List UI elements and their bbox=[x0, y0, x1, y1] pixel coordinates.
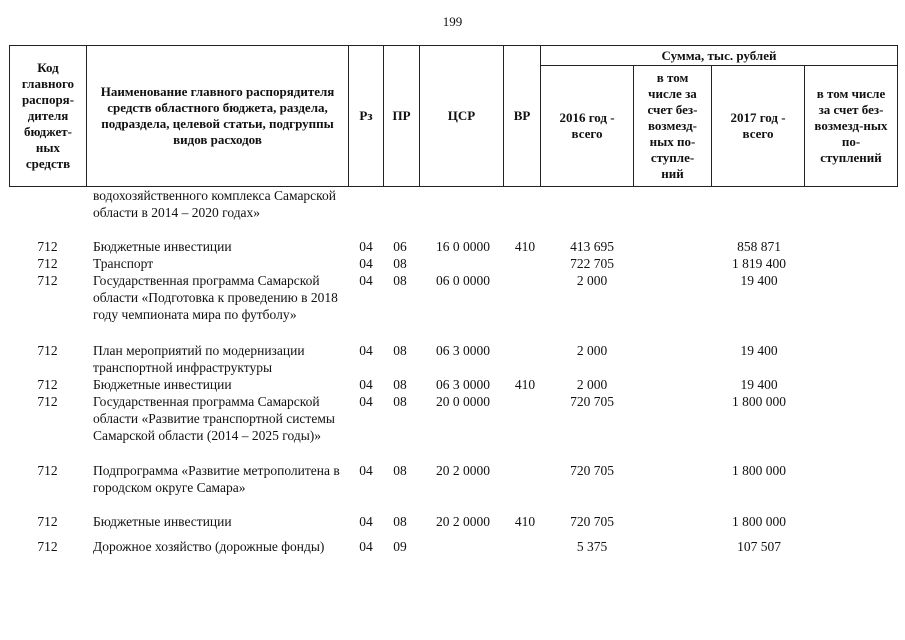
header-2016-total: 2016 год - всего bbox=[541, 66, 634, 187]
row-code: 712 bbox=[37, 273, 58, 288]
row-sum-2016: 5 375 bbox=[576, 539, 608, 554]
row-sum-2016: 413 695 bbox=[570, 239, 614, 254]
row-code: 712 bbox=[37, 514, 58, 529]
header-vr: ВР bbox=[504, 46, 541, 187]
row-sum-2017: 19 400 bbox=[740, 273, 778, 288]
row-code: 712 bbox=[37, 394, 58, 409]
row-sum-2016: 720 705 bbox=[570, 463, 614, 478]
header-name: Наименование главного распорядителя средств областного бюджета, раздела, подраздела, целевой статьи, подгруппы видов расходов bbox=[87, 46, 349, 187]
row-sum-2016: 720 705 bbox=[570, 394, 614, 409]
row-sum-2016: 2 000 bbox=[576, 377, 608, 392]
row-vr: 410 bbox=[514, 239, 536, 254]
row-pr: 08 bbox=[393, 463, 407, 478]
row-code: 712 bbox=[37, 463, 58, 478]
row-sum-2017: 19 400 bbox=[740, 377, 778, 392]
row-sum-2017: 1 800 000 bbox=[732, 394, 786, 409]
table-header bbox=[9, 45, 898, 187]
row-pr: 08 bbox=[393, 514, 407, 529]
row-code: 712 bbox=[37, 239, 58, 254]
row-csr: 16 0 0000 bbox=[436, 239, 490, 254]
row-sum-2017: 107 507 bbox=[737, 539, 781, 554]
row-rz: 04 bbox=[359, 343, 373, 358]
row-vr: 410 bbox=[514, 377, 536, 392]
row-pr: 08 bbox=[393, 343, 407, 358]
row-name: Бюджетные инвестиции bbox=[93, 514, 232, 529]
row-sum-2016: 2 000 bbox=[576, 343, 608, 358]
header-pr: ПР bbox=[384, 46, 420, 187]
row-pr: 08 bbox=[393, 273, 407, 288]
header-2017-free: в том числе за счет без-возмезд-ных по-ступлений bbox=[805, 66, 898, 187]
row-rz: 04 bbox=[359, 394, 373, 409]
row-pr: 06 bbox=[393, 239, 407, 254]
row-csr: 20 2 0000 bbox=[436, 463, 490, 478]
row-name: Государственная программа Самарской области «Развитие транспортной системы Самарской области (2014 – 2025 годы)» bbox=[93, 394, 335, 443]
header-rz: Рз bbox=[349, 46, 384, 187]
row-csr: 06 3 0000 bbox=[436, 377, 490, 392]
row-csr: 06 3 0000 bbox=[436, 343, 490, 358]
header-2016-free: в том числе за счет без-возмезд-ных по-ступле-ний bbox=[634, 66, 712, 187]
row-name: Бюджетные инвестиции bbox=[93, 239, 232, 254]
row-sum-2017: 19 400 bbox=[740, 343, 778, 358]
row-csr: 20 0 0000 bbox=[436, 394, 490, 409]
row-csr: 20 2 0000 bbox=[436, 514, 490, 529]
header-sum: Сумма, тыс. рублей bbox=[541, 46, 898, 66]
row-name: водохозяйственного комплекса Самарской области в 2014 – 2020 годах» bbox=[93, 188, 337, 220]
row-name: Бюджетные инвестиции bbox=[93, 377, 232, 392]
row-rz: 04 bbox=[359, 514, 373, 529]
row-code: 712 bbox=[37, 539, 58, 554]
header-code: Код главного распоря-дителя бюджет-ных средств bbox=[10, 46, 87, 187]
row-name: Подпрограмма «Развитие метрополитена в городском округе Самара» bbox=[93, 463, 340, 495]
row-rz: 04 bbox=[359, 256, 373, 271]
row-name: Транспорт bbox=[93, 256, 154, 271]
page-number: 199 bbox=[442, 14, 463, 29]
row-sum-2016: 720 705 bbox=[570, 514, 614, 529]
row-code: 712 bbox=[37, 377, 58, 392]
row-sum-2017: 858 871 bbox=[737, 239, 781, 254]
row-code: 712 bbox=[37, 256, 58, 271]
row-name: Государственная программа Самарской области «Подготовка к проведению в 2018 году чемпионата мира по футболу» bbox=[93, 273, 338, 322]
row-rz: 04 bbox=[359, 273, 373, 288]
row-sum-2016: 2 000 bbox=[576, 273, 608, 288]
row-name: План мероприятий по модернизации транспортной инфраструктуры bbox=[93, 343, 305, 375]
row-sum-2016: 722 705 bbox=[570, 256, 614, 271]
row-sum-2017: 1 800 000 bbox=[732, 463, 786, 478]
row-code: 712 bbox=[37, 343, 58, 358]
row-sum-2017: 1 819 400 bbox=[732, 256, 786, 271]
header-csr: ЦСР bbox=[420, 46, 504, 187]
row-vr: 410 bbox=[514, 514, 536, 529]
row-pr: 09 bbox=[393, 539, 407, 554]
row-pr: 08 bbox=[393, 256, 407, 271]
row-rz: 04 bbox=[359, 539, 373, 554]
row-rz: 04 bbox=[359, 463, 373, 478]
row-name: Дорожное хозяйство (дорожные фонды) bbox=[93, 539, 325, 554]
row-csr: 06 0 0000 bbox=[436, 273, 490, 288]
row-pr: 08 bbox=[393, 377, 407, 392]
row-sum-2017: 1 800 000 bbox=[732, 514, 786, 529]
row-pr: 08 bbox=[393, 394, 407, 409]
row-rz: 04 bbox=[359, 239, 373, 254]
header-2017-total: 2017 год - всего bbox=[712, 66, 805, 187]
row-rz: 04 bbox=[359, 377, 373, 392]
